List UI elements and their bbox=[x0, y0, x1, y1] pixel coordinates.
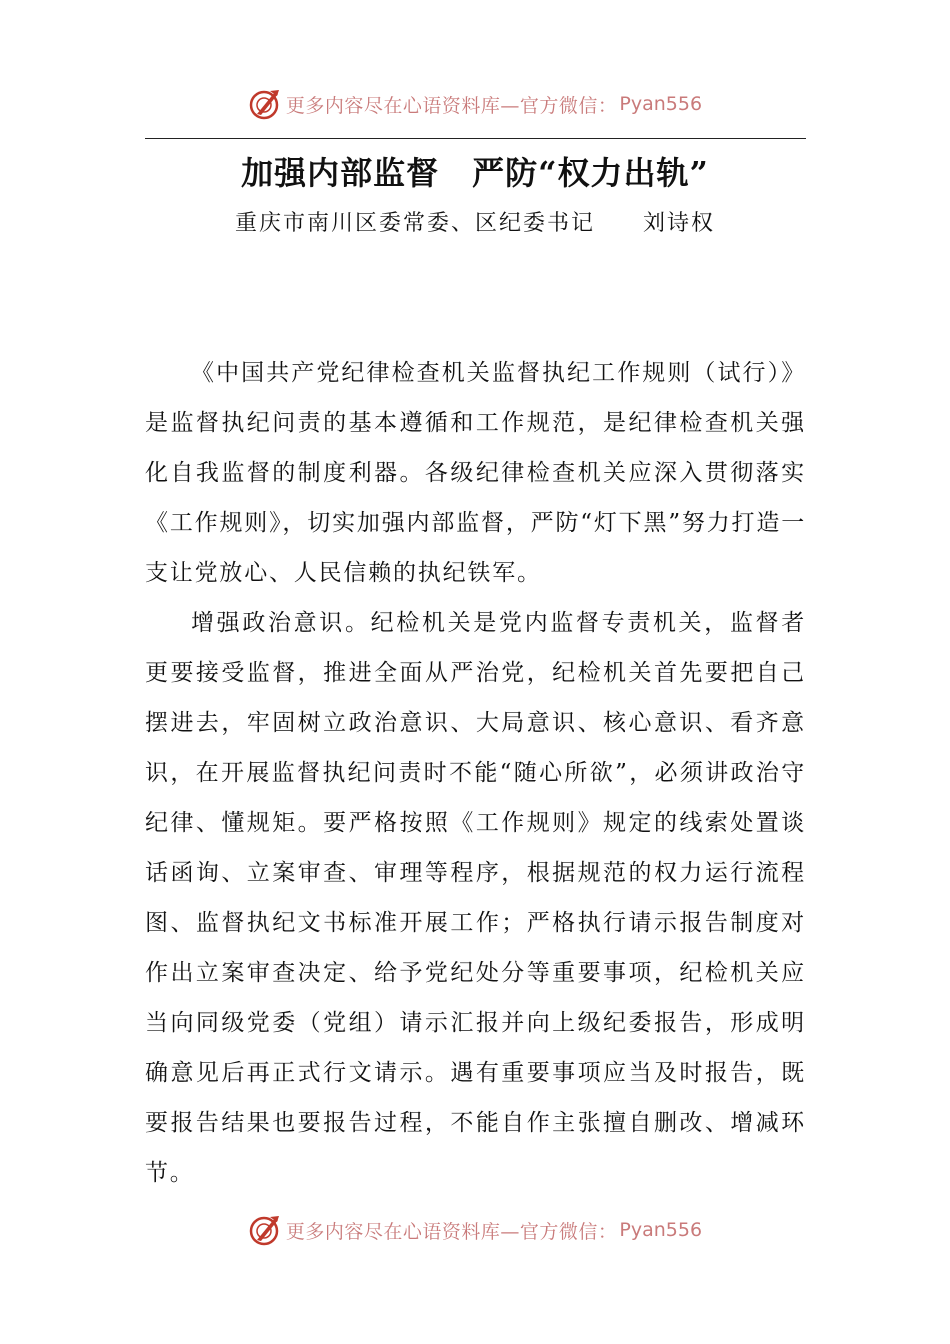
header-watermark-banner bbox=[0, 84, 950, 124]
document-byline: 重庆市南川区委常委、区纪委书记 刘诗权 bbox=[234, 211, 715, 236]
body-paragraph: 《中国共产党纪律检查机关监督执纪工作规则（试行）》是监督执纪问责的基本遵循和工作规范，是纪律检查机关强化自我监督的制度利器。各级纪律检查机关应深入贯彻落实《工作规则》，切实加强内部监督，严防“灯下黑”努力打造一支让党放心、人民信赖的执纪铁军。 bbox=[145, 360, 806, 586]
body-paragraph: 增强政治意识。纪检机关是党内监督专责机关，监督者更要接受监督，推进全面从严治党，纪检机关首先要把自己摆进去，牢固树立政治意识、大局意识、核心意识、看齐意识，在开展监督执纪问责时不能“随心所欲”，必须讲政治守纪律、懂规矩。要严格按照《工作规则》规定的线索处置谈话函询、立案审查、审理等程序，根据规范的权力运行流程图、监督执纪文书标准开展工作；严格执行请示报告制度对作出立案审查决定、给予党纪处分等重要事项，纪检机关应当向同级党委（党组）请示汇报并向上级纪委报告，形成明确意见后再正式行文请示。遇有重要事项应当及时报告，既要报告结果也要报告过程，不能自作主张擅自删改、增减环节。 bbox=[145, 610, 806, 1186]
watermark-text: 更多内容尽在心语资料库—官方微信： bbox=[285, 1220, 618, 1243]
watermark-handle: Pyan556 bbox=[619, 93, 703, 115]
document-title: 加强内部监督 严防“权力出轨” bbox=[241, 154, 709, 192]
watermark-text: 更多内容尽在心语资料库—官方微信： bbox=[285, 94, 618, 117]
quill-seal-icon bbox=[248, 87, 282, 121]
quill-seal-icon bbox=[248, 1213, 282, 1247]
footer-watermark-banner bbox=[0, 1210, 950, 1250]
watermark-handle: Pyan556 bbox=[619, 1219, 703, 1241]
document-body bbox=[145, 348, 806, 1198]
header-divider bbox=[145, 138, 806, 139]
